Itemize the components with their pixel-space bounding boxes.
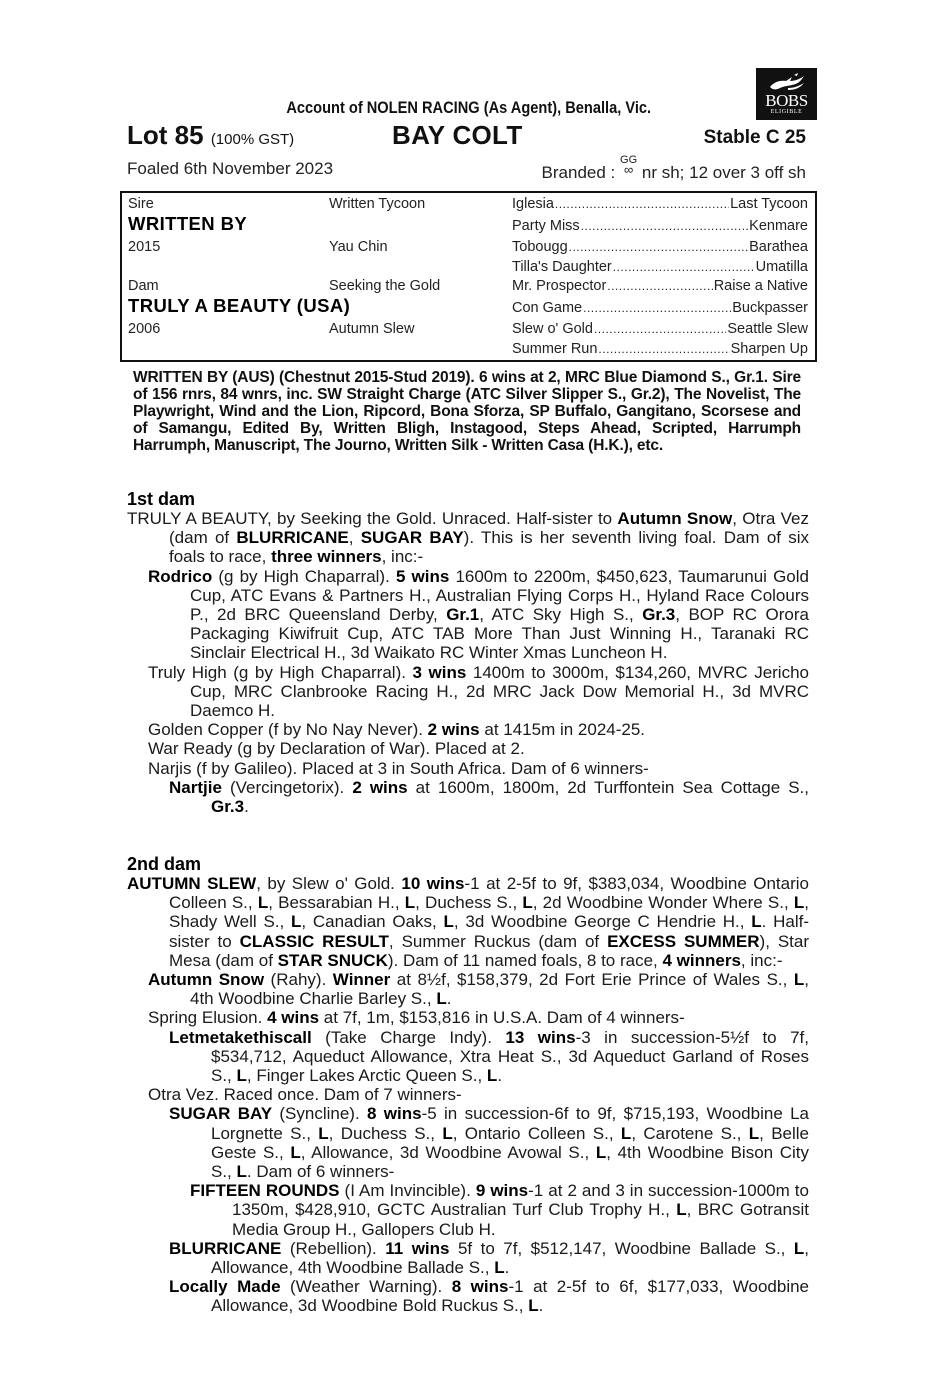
pedigree-entry: Letmetakethiscall (Take Charge Indy). 13 wins-3 in succession-5½f to 7f, $534,712, Aqueduct Allowance, Xtra Heat S., 3d Aqueduct Garland of Roses S., L, Finger Lakes Arctic Queen S., L. — [169, 1027, 809, 1086]
second-dam-section — [127, 854, 809, 1316]
pedigree-gen3-row: Mr. Prospector ..... Raise a Native — [512, 277, 808, 295]
sire-summary: WRITTEN BY (AUS) (Chestnut 2015-Stud 2019). 6 wins at 2, MRC Blue Diamond S., Gr.1. Sire of 156 rnrs, 84 wnrs, inc. SW Straight Charge (ATC Silver Slipper S., Gr.2), The Novelist, The Playwright, Wind and the Lion, Ripcord, Bona Sforza, SP Buffalo, Gangitano, Scorsese and of Samangu, Edited By, Written Bligh, Instagood, Steps Ahead, Scripted, Harrumph Harrumph, Manuscript, The Journo, Written Silk - Written Casa (H.K.), etc. — [133, 369, 801, 454]
brand-symbol-icon: GG ∞ — [620, 154, 638, 177]
pedigree-entry: AUTUMN SLEW, by Slew o' Gold. 10 wins-1 at 2-5f to 9f, $383,034, Woodbine Ontario Colleen S., L, Bessarabian H., L, Duchess S., L, 2d Woodbine Wonder Where S., L, Shady Well S., L, Canadian Oaks, L, 3d Woodbine George C Hendrie H., L. Half-sister to CLASSIC RESULT, Summer Ruckus (dam of EXCESS SUMMER), Star Mesa (dam of STAR SNUCK). Dam of 11 named foals, 8 to race, 4 winners, inc:- — [127, 874, 810, 970]
lot-number — [127, 120, 294, 155]
sire-label: Sire — [128, 196, 154, 212]
first-dam-section — [127, 489, 809, 816]
pedigree-entry: Otra Vez. Raced once. Dam of 7 winners- — [148, 1085, 462, 1105]
first-dam-heading: 1st dam — [127, 489, 196, 509]
logo-text-bobs: BOBS — [765, 91, 808, 110]
foaled-date: Foaled 6th November 2023 — [127, 159, 334, 178]
pedigree-gen3-row: Iglesia ..... Last Tycoon — [512, 195, 808, 213]
pedigree-gen3-row: Con Game ..... Buckpasser — [512, 299, 808, 317]
branded-detail: nr sh; 12 over 3 off sh — [641, 163, 806, 182]
first-dam-entries — [127, 509, 809, 816]
pedigree-gen3-row: Slew o' Gold ..... Seattle Slew — [512, 320, 808, 338]
logo-text-eligible: ELIGIBLE — [770, 109, 803, 115]
sire-sire: Written Tycoon — [329, 196, 426, 212]
vendor-line — [65, 98, 872, 118]
sire-dam: Yau Chin — [329, 239, 388, 255]
pedigree-gen3-row: Tilla's Daughter ..... Umatilla — [512, 258, 808, 276]
second-dam-heading: 2nd dam — [127, 854, 202, 874]
pedigree-entry: Truly High (g by High Chaparral). 3 wins 1400m to 3000m, $134,260, MVRC Jericho Cup, MRC Clanbrooke Racing H., 2d MRC Jack Dow Memorial H., 3d MVRC Daemco H. — [148, 662, 809, 721]
pedigree-entry: FIFTEEN ROUNDS (I Am Invincible). 9 wins-1 at 2 and 3 in succession-1000m to 1350m, $428,910, GCTC Australian Turf Club Trophy H., L, BRC Gotransit Media Group H., Gallopers Club H. — [190, 1181, 809, 1239]
pedigree-gen3-row: Party Miss ..... Kenmare — [512, 217, 808, 235]
dam-name: TRULY A BEAUTY (USA) — [128, 295, 351, 316]
pedigree-gen3-row: Summer Run ..... Sharpen Up — [512, 340, 808, 358]
sire-name: WRITTEN BY — [128, 213, 248, 234]
stable-location: Stable C 25 — [703, 127, 806, 148]
dam-year: 2006 — [128, 321, 161, 337]
pedigree-entry: Autumn Snow (Rahy). Winner at 8½f, $158,379, 2d Fort Erie Prince of Wales S., L, 4th Woodbine Charlie Barley S., L. — [148, 970, 809, 1009]
pedigree-entry: Narjis (f by Galileo). Placed at 3 in South Africa. Dam of 6 winners- — [148, 758, 649, 778]
gst-note: (100% GST) — [210, 131, 295, 148]
pedigree-entry: BLURRICANE (Rebellion). 11 wins 5f to 7f, $512,147, Woodbine Ballade S., L, Allowance, 4th Woodbine Ballade S., L. — [169, 1238, 809, 1278]
dam-sire: Seeking the Gold — [329, 278, 441, 294]
pedigree-entry: War Ready (g by Declaration of War). Placed at 2. — [148, 739, 525, 759]
pedigree-entry: Golden Copper (f by No Nay Never). 2 wins at 1415m in 2024-25. — [148, 720, 646, 740]
pedigree-entry: Nartjie (Vercingetorix). 2 wins at 1600m, 1800m, 2d Turffontein Sea Cottage S., Gr.3. — [169, 777, 810, 817]
sire-year: 2015 — [128, 239, 161, 255]
pedigree-entry: TRULY A BEAUTY, by Seeking the Gold. Unraced. Half-sister to Autumn Snow, Otra Vez (dam of BLURRICANE, SUGAR BAY). This is her seventh living foal. Dam of six foals to race, three winners, inc:- — [127, 509, 810, 567]
pedigree-entry: SUGAR BAY (Syncline). 8 wins-5 in succession-6f to 9f, $715,193, Woodbine La Lorgnette S., L, Duchess S., L, Ontario Colleen S., L, Carotene S., L, Belle Geste S., L, Allowance, 3d Woodbine Avowal S., L, 4th Woodbine Bison City S., L. Dam of 6 winners- — [169, 1104, 810, 1182]
vendor-text: Account of NOLEN RACING (As Agent), Benalla, Vic. — [286, 98, 652, 117]
horse-description: BAY COLT — [392, 120, 523, 150]
branded-label: Branded : — [541, 163, 616, 182]
dam-label: Dam — [128, 278, 159, 294]
pedigree-entry: Spring Elusion. 4 wins at 7f, 1m, $153,816 in U.S.A. Dam of 4 winners- — [148, 1008, 685, 1028]
pedigree-gen3-row: Tobougg ..... Barathea — [512, 238, 808, 256]
pedigree-entry: Locally Made (Weather Warning). 8 wins-1 at 2-5f to 6f, $177,033, Woodbine Allowance, 3d Woodbine Bold Ruckus S., L. — [169, 1277, 810, 1316]
pedigree-entry: Rodrico (g by High Chaparral). 5 wins 1600m to 2200m, $450,623, Taumarunui Gold Cup, ATC Evans & Partners H., Australian Flying Corps H., Hyland Race Colours P., 2d BRC Queensland Derby, Gr.1, ATC Sky High S., Gr.3, BOP RC Orora Packaging Kiwifruit Cup, ATC TAB More Than Just Winning H., Taranaki RC Sinclair Electrical H., 3d Waikato RC Winter Xmas Luncheon H. — [148, 566, 809, 663]
lot-label: Lot 85 — [127, 120, 204, 150]
dam-dam: Autumn Slew — [329, 321, 415, 337]
brand-info — [542, 156, 806, 184]
pedigree-table — [120, 191, 817, 362]
horse-head-icon — [768, 73, 806, 93]
second-dam-entries — [127, 874, 809, 1316]
